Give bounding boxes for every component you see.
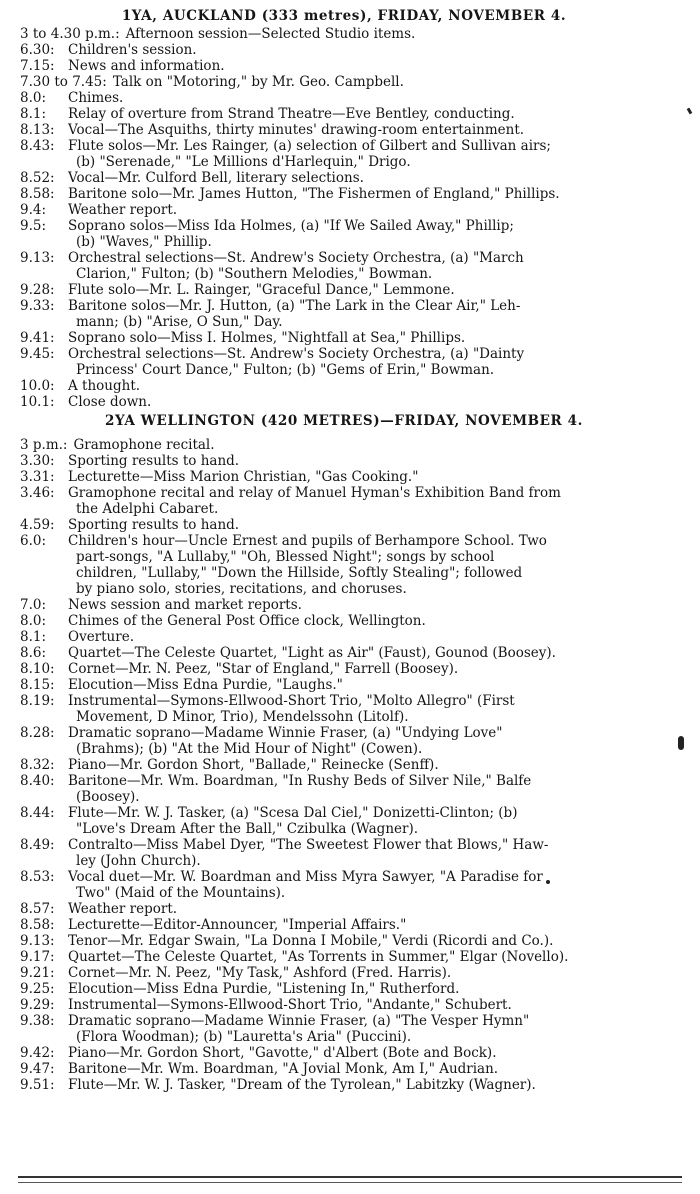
schedule-entry: [20, 298, 668, 330]
entry-line: Vocal—Mr. Culford Bell, literary selections.: [68, 170, 364, 186]
entry-line: Quartet—The Celeste Quartet, "As Torrents in Summer," Elgar (Novello).: [68, 949, 569, 965]
schedule-entry: [20, 597, 668, 613]
entry-time: 8.1:: [20, 629, 47, 645]
entry-description: [68, 42, 668, 58]
entry-description: [68, 298, 668, 330]
schedule-entry: [20, 394, 668, 410]
schedule-entry: [20, 90, 668, 106]
entry-line: (Boosey).: [76, 789, 140, 805]
entry-description: [68, 725, 668, 757]
entry-description: [68, 933, 668, 949]
entry-line: Lecturette—Editor-Announcer, "Imperial Affairs.": [68, 917, 407, 933]
entry-line: Elocution—Miss Edna Purdie, "Laughs.": [68, 677, 343, 693]
entry-description: [68, 138, 668, 170]
entry-line: Close down.: [68, 394, 152, 410]
entry-line: Vocal duet—Mr. W. Boardman and Miss Myra Sawyer, "A Paradise for: [68, 869, 543, 885]
entry-time: 7.15:: [20, 58, 55, 74]
entry-line: "Love's Dream After the Ball," Czibulka (Wagner).: [76, 821, 419, 837]
schedule-entry: [20, 453, 668, 469]
entry-description: [68, 1045, 668, 1061]
entry-line: Vocal—The Asquiths, thirty minutes' drawing-room entertainment.: [68, 122, 525, 138]
entry-line: Flute—Mr. W. J. Tasker, "Dream of the Tyrolean," Labitzky (Wagner).: [68, 1077, 536, 1093]
entry-line: ley (John Church).: [76, 853, 201, 869]
entry-description: [68, 901, 668, 917]
schedule-entry: [20, 1013, 668, 1045]
entry-line: News session and market reports.: [68, 597, 302, 613]
entry-line: (Brahms); (b) "At the Mid Hour of Night" (Cowen).: [76, 741, 423, 757]
entry-description: [68, 453, 668, 469]
schedule-entry: [20, 949, 668, 965]
entry-time: 10.1:: [20, 394, 55, 410]
entry-description: [68, 330, 668, 346]
entry-line: Lecturette—Miss Marion Christian, "Gas Cooking.": [68, 469, 419, 485]
entry-line: Baritone—Mr. Wm. Boardman, "A Jovial Monk, Am I," Audrian.: [68, 1061, 499, 1077]
entry-line: Afternoon session—Selected Studio items.: [125, 26, 416, 42]
entry-time: 3 to 4.30 p.m.:: [20, 26, 120, 42]
entry-description: [68, 282, 668, 298]
entry-time: 9.17:: [20, 949, 55, 965]
entry-line: Cornet—Mr. N. Peez, "Star of England," Farrell (Boosey).: [68, 661, 459, 677]
schedule-entry: [20, 757, 668, 773]
entry-description: [68, 1061, 668, 1077]
entry-line: by piano solo, stories, recitations, and choruses.: [76, 581, 407, 597]
entry-line: Flute solo—Mr. L. Rainger, "Graceful Dance," Lemmone.: [68, 282, 455, 298]
entry-line: Chimes.: [68, 90, 124, 106]
entry-line: the Adelphi Cabaret.: [76, 501, 219, 517]
print-speck: [678, 736, 684, 750]
entry-time: 9.38:: [20, 1013, 55, 1029]
schedule-entry: [20, 74, 668, 90]
schedule-entry: [20, 613, 668, 629]
entry-description: [68, 1013, 668, 1045]
entry-description: [68, 805, 668, 837]
entry-time: 8.6:: [20, 645, 47, 661]
schedule-entry: [20, 629, 668, 645]
schedule-entry: [20, 1045, 668, 1061]
entry-description: [68, 202, 668, 218]
entry-line: Weather report.: [68, 901, 178, 917]
entry-description: [68, 394, 668, 410]
schedule-entry: [20, 1077, 668, 1093]
section-2ya-entries: [20, 437, 668, 1093]
entry-time: 8.44:: [20, 805, 55, 821]
schedule-entry: [20, 965, 668, 981]
entry-line: Children's hour—Uncle Ernest and pupils of Berhampore School. Two: [68, 533, 547, 549]
entry-description: [68, 949, 668, 965]
entry-time: 3.46:: [20, 485, 55, 501]
entry-description: [68, 917, 668, 933]
schedule-entry: [20, 805, 668, 837]
entry-description: [126, 26, 668, 42]
schedule-entry: [20, 186, 668, 202]
schedule-entry: [20, 138, 668, 170]
schedule-entry: [20, 378, 668, 394]
entry-description: [68, 186, 668, 202]
entry-line: Sporting results to hand.: [68, 517, 240, 533]
entry-time: 8.19:: [20, 693, 55, 709]
entry-line: (Flora Woodman); (b) "Lauretta's Aria" (Puccini).: [76, 1029, 412, 1045]
entry-time: 6.30:: [20, 42, 55, 58]
entry-line: Baritone solo—Mr. James Hutton, "The Fishermen of England," Phillips.: [68, 186, 560, 202]
section-1ya-entries: [20, 26, 668, 410]
entry-time: 8.32:: [20, 757, 55, 773]
entry-time: 8.57:: [20, 901, 55, 917]
entry-line: Flute solos—Mr. Les Rainger, (a) selection of Gilbert and Sullivan airs;: [68, 138, 551, 154]
entry-line: News and information.: [68, 58, 225, 74]
schedule-entry: [20, 933, 668, 949]
entry-description: [68, 1077, 668, 1093]
entry-line: A thought.: [68, 378, 141, 394]
schedule-entry: [20, 901, 668, 917]
entry-time: 3 p.m.:: [20, 437, 68, 453]
entry-time: 8.58:: [20, 917, 55, 933]
entry-time: 9.33:: [20, 298, 55, 314]
entry-description: [68, 997, 668, 1013]
entry-description: [68, 693, 668, 725]
programme-page: [20, 6, 668, 1093]
schedule-entry: [20, 533, 668, 597]
schedule-entry: [20, 1061, 668, 1077]
entry-line: children, "Lullaby," "Down the Hillside, Softly Stealing"; followed: [76, 565, 523, 581]
entry-time: 3.31:: [20, 469, 55, 485]
entry-time: 9.21:: [20, 965, 55, 981]
entry-time: 9.4:: [20, 202, 47, 218]
entry-time: 6.0:: [20, 533, 47, 549]
entry-line: Contralto—Miss Mabel Dyer, "The Sweetest Flower that Blows," Haw-: [68, 837, 549, 853]
entry-description: [68, 250, 668, 282]
schedule-entry: [20, 202, 668, 218]
schedule-entry: [20, 981, 668, 997]
schedule-entry: [20, 282, 668, 298]
entry-line: Chimes of the General Post Office clock, Wellington.: [68, 613, 426, 629]
schedule-entry: [20, 218, 668, 250]
entry-line: part-songs, "A Lullaby," "Oh, Blessed Night"; songs by school: [76, 549, 495, 565]
schedule-entry: [20, 250, 668, 282]
schedule-entry: [20, 917, 668, 933]
entry-time: 9.47:: [20, 1061, 55, 1077]
entry-description: [68, 837, 668, 869]
entry-time: 4.59:: [20, 517, 55, 533]
entry-time: 10.0:: [20, 378, 55, 394]
schedule-entry: [20, 170, 668, 186]
entry-description: [68, 170, 668, 186]
schedule-entry: [20, 437, 668, 453]
entry-time: 9.25:: [20, 981, 55, 997]
entry-time: 8.28:: [20, 725, 55, 741]
entry-description: [68, 645, 668, 661]
entry-line: Princess' Court Dance," Fulton; (b) "Gems of Erin," Bowman.: [76, 362, 495, 378]
entry-line: Quartet—The Celeste Quartet, "Light as Air" (Faust), Gounod (Boosey).: [68, 645, 556, 661]
print-speck: [546, 880, 550, 884]
entry-description: [68, 613, 668, 629]
schedule-entry: [20, 837, 668, 869]
entry-description: [68, 661, 668, 677]
entry-line: Sporting results to hand.: [68, 453, 240, 469]
entry-time: 8.43:: [20, 138, 55, 154]
schedule-entry: [20, 122, 668, 138]
print-speck: [687, 108, 693, 115]
entry-time: 8.49:: [20, 837, 55, 853]
entry-description: [68, 533, 668, 597]
entry-time: 7.30 to 7.45:: [20, 74, 107, 90]
entry-description: [68, 517, 668, 533]
entry-line: Orchestral selections—St. Andrew's Society Orchestra, (a) "Dainty: [68, 346, 525, 362]
schedule-entry: [20, 677, 668, 693]
entry-description: [68, 378, 668, 394]
entry-line: Instrumental—Symons-Ellwood-Short Trio, "Andante," Schubert.: [68, 997, 512, 1013]
entry-description: [73, 437, 668, 453]
entry-line: Baritone solos—Mr. J. Hutton, (a) "The Lark in the Clear Air," Leh-: [68, 298, 521, 314]
schedule-entry: [20, 42, 668, 58]
entry-line: mann; (b) "Arise, O Sun," Day.: [76, 314, 283, 330]
schedule-entry: [20, 58, 668, 74]
bottom-rule: [18, 1176, 682, 1178]
entry-time: 9.13:: [20, 933, 55, 949]
schedule-entry: [20, 485, 668, 517]
entry-time: 8.13:: [20, 122, 55, 138]
entry-description: [68, 677, 668, 693]
entry-line: Gramophone recital.: [73, 437, 215, 453]
entry-description: [68, 218, 668, 250]
entry-time: 9.51:: [20, 1077, 55, 1093]
entry-line: Talk on "Motoring," by Mr. Geo. Campbell.: [112, 74, 404, 90]
entry-description: [68, 869, 668, 901]
entry-line: Flute—Mr. W. J. Tasker, (a) "Scesa Dal Ciel," Donizetti-Clinton; (b): [68, 805, 518, 821]
entry-description: [113, 74, 668, 90]
entry-line: Children's session.: [68, 42, 197, 58]
schedule-entry: [20, 725, 668, 757]
entry-line: Elocution—Miss Edna Purdie, "Listening In," Rutherford.: [68, 981, 460, 997]
schedule-entry: [20, 997, 668, 1013]
entry-time: 3.30:: [20, 453, 55, 469]
entry-line: Dramatic soprano—Madame Winnie Fraser, (a) "The Vesper Hymn": [68, 1013, 530, 1029]
entry-time: 9.42:: [20, 1045, 55, 1061]
entry-line: Piano—Mr. Gordon Short, "Gavotte," d'Albert (Bote and Bock).: [68, 1045, 497, 1061]
section-heading-2ya: 2YA WELLINGTON (420 METRES)—FRIDAY, NOVEMBER 4.: [105, 413, 583, 429]
entry-description: [68, 469, 668, 485]
entry-time: 9.45:: [20, 346, 55, 362]
entry-description: [68, 597, 668, 613]
entry-line: Baritone—Mr. Wm. Boardman, "In Rushy Beds of Silver Nile," Balfe: [68, 773, 532, 789]
schedule-entry: [20, 26, 668, 42]
entry-line: Overture.: [68, 629, 134, 645]
entry-time: 9.13:: [20, 250, 55, 266]
entry-line: Tenor—Mr. Edgar Swain, "La Donna I Mobile," Verdi (Ricordi and Co.).: [68, 933, 554, 949]
section-heading-1ya: 1YA, AUCKLAND (333 metres), FRIDAY, NOVEMBER 4.: [121, 8, 567, 24]
entry-time: 8.52:: [20, 170, 55, 186]
entry-time: 7.0:: [20, 597, 47, 613]
entry-time: 8.1:: [20, 106, 47, 122]
entry-line: Relay of overture from Strand Theatre—Eve Bentley, conducting.: [68, 106, 515, 122]
entry-time: 9.28:: [20, 282, 55, 298]
entry-line: Soprano solos—Miss Ida Holmes, (a) "If We Sailed Away," Phillip;: [68, 218, 514, 234]
schedule-entry: [20, 661, 668, 677]
entry-line: (b) "Serenade," "Le Millions d'Harlequin," Drigo.: [76, 154, 411, 170]
entry-line: (b) "Waves," Phillip.: [76, 234, 212, 250]
entry-time: 8.53:: [20, 869, 55, 885]
schedule-entry: [20, 346, 668, 378]
entry-time: 9.29:: [20, 997, 55, 1013]
entry-line: Cornet—Mr. N. Peez, "My Task," Ashford (Fred. Harris).: [68, 965, 452, 981]
entry-description: [68, 965, 668, 981]
schedule-entry: [20, 773, 668, 805]
entry-description: [68, 106, 668, 122]
schedule-entry: [20, 645, 668, 661]
bottom-rule-thin: [18, 1182, 682, 1183]
entry-time: 8.10:: [20, 661, 55, 677]
entry-line: Instrumental—Symons-Ellwood-Short Trio, "Molto Allegro" (First: [68, 693, 515, 709]
entry-line: Gramophone recital and relay of Manuel Hyman's Exhibition Band from: [68, 485, 561, 501]
entry-line: Two" (Maid of the Mountains).: [76, 885, 286, 901]
entry-line: Dramatic soprano—Madame Winnie Fraser, (a) "Undying Love": [68, 725, 503, 741]
entry-description: [68, 757, 668, 773]
entry-description: [68, 346, 668, 378]
entry-line: Orchestral selections—St. Andrew's Society Orchestra, (a) "March: [68, 250, 524, 266]
schedule-entry: [20, 469, 668, 485]
entry-description: [68, 485, 668, 517]
entry-line: Piano—Mr. Gordon Short, "Ballade," Reinecke (Senff).: [68, 757, 439, 773]
entry-time: 8.58:: [20, 186, 55, 202]
entry-time: 8.15:: [20, 677, 55, 693]
entry-description: [68, 122, 668, 138]
schedule-entry: [20, 106, 668, 122]
entry-description: [68, 981, 668, 997]
entry-line: Soprano solo—Miss I. Holmes, "Nightfall at Sea," Phillips.: [68, 330, 466, 346]
schedule-entry: [20, 869, 668, 901]
schedule-entry: [20, 330, 668, 346]
entry-time: 9.5:: [20, 218, 47, 234]
entry-line: Movement, D Minor, Trio), Mendelssohn (Litolf).: [76, 709, 409, 725]
entry-time: 9.41:: [20, 330, 55, 346]
entry-description: [68, 58, 668, 74]
schedule-entry: [20, 693, 668, 725]
entry-line: Clarion," Fulton; (b) "Southern Melodies," Bowman.: [76, 266, 433, 282]
entry-time: 8.0:: [20, 90, 47, 106]
entry-time: 8.40:: [20, 773, 55, 789]
entry-description: [68, 773, 668, 805]
schedule-entry: [20, 517, 668, 533]
entry-time: 8.0:: [20, 613, 47, 629]
entry-description: [68, 90, 668, 106]
entry-line: Weather report.: [68, 202, 178, 218]
entry-description: [68, 629, 668, 645]
